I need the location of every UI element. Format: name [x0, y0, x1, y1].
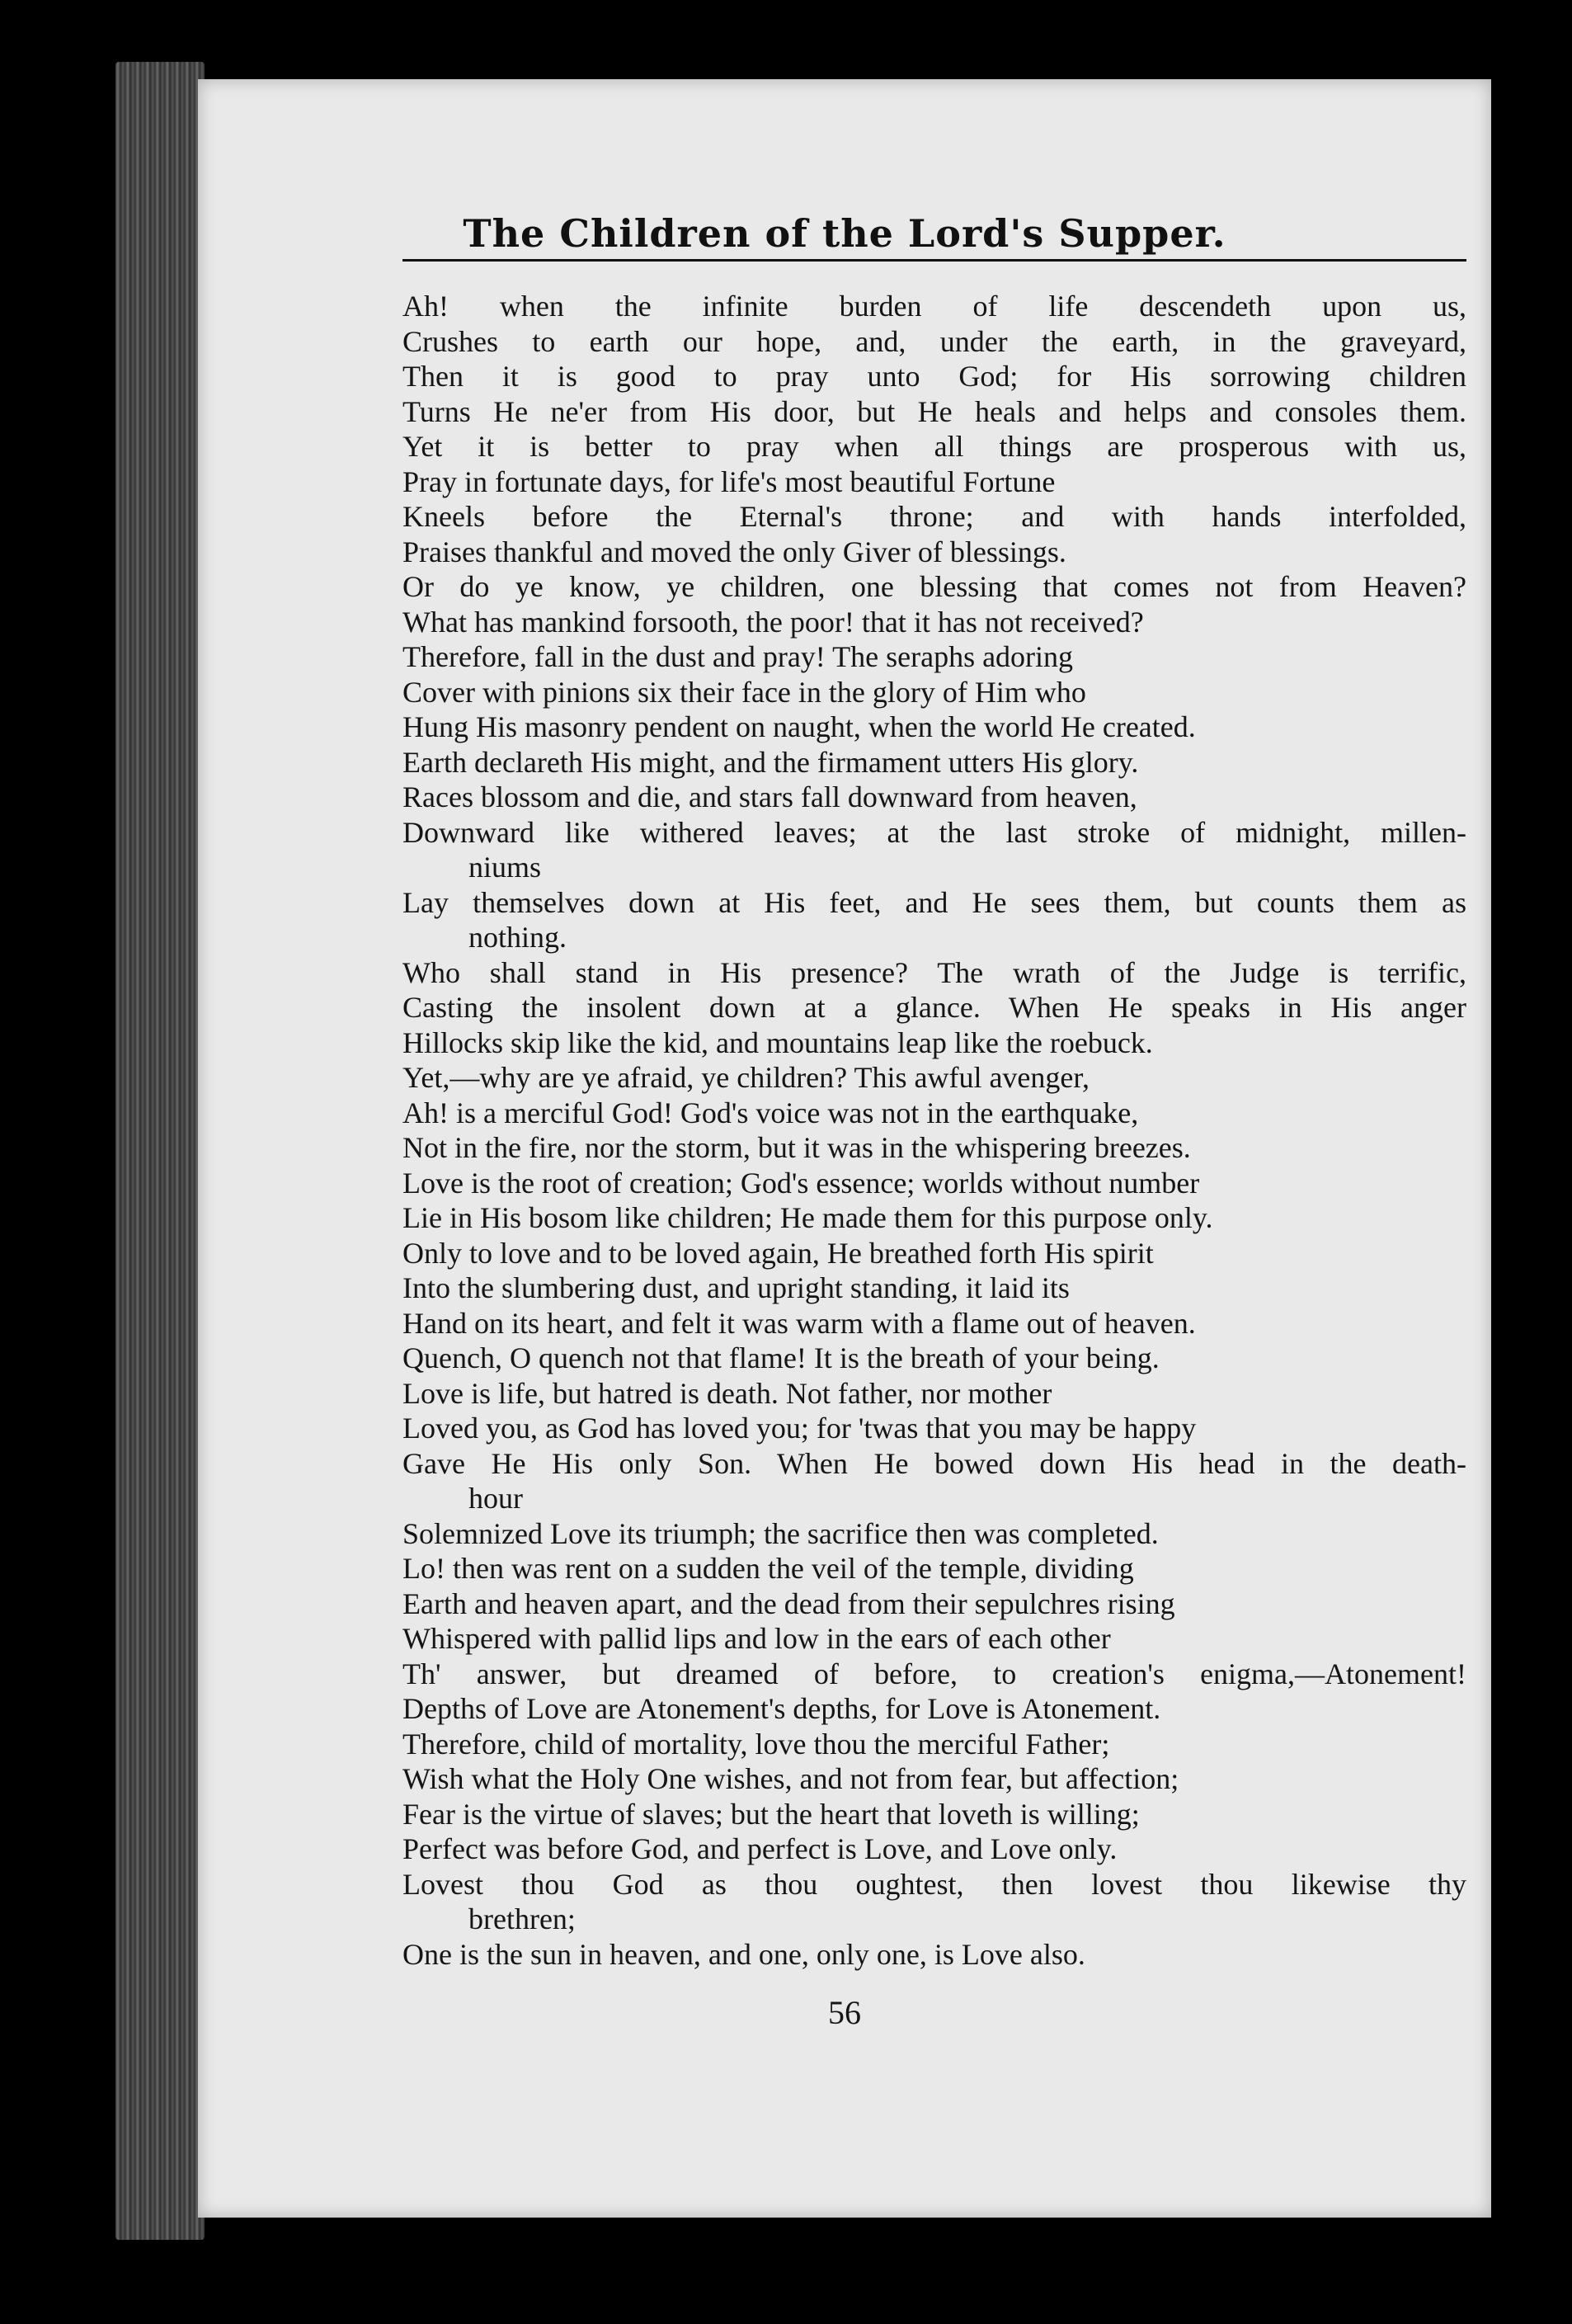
poem-line: One is the sun in heaven, and one, only one, is Love also. — [402, 1937, 1085, 1971]
poem-line: Loved you, as God has loved you; for 'twas that you may be happy — [402, 1412, 1197, 1445]
poem-line: Perfect was before God, and perfect is Love, and Love only. — [402, 1832, 1118, 1865]
poem-line: Wish what the Holy One wishes, and not from fear, but affection; — [402, 1762, 1179, 1795]
poem-line: Downward like withered leaves; at the last stroke of midnight, millen- — [402, 815, 1466, 849]
poem-line: Only to love and to be loved again, He breathed forth His spirit — [402, 1236, 1154, 1270]
book-page — [198, 79, 1491, 2218]
poem-line: Hillocks skip like the kid, and mountains leap like the roebuck. — [402, 1025, 1153, 1059]
poem-line: Into the slumbering dust, and upright standing, it laid its — [402, 1271, 1070, 1304]
poem-line: Depths of Love are Atonement's depths, for Love is Atonement. — [402, 1692, 1161, 1725]
poem-line: Therefore, fall in the dust and pray! The seraphs adoring — [402, 640, 1074, 673]
poem-line: Lovest thou God as thou oughtest, then lovest thou likewise thy — [402, 1867, 1466, 1901]
poem-line: Turns He ne'er from His door, but He heals and helps and consoles them. — [402, 394, 1466, 428]
poem-line-continuation: niums — [468, 851, 542, 884]
poem-line: Races blossom and die, and stars fall downward from heaven, — [402, 780, 1137, 813]
poem-line: Th' answer, but dreamed of before, to creation's enigma,—Atonement! — [402, 1657, 1466, 1690]
poem-line-continuation: hour — [468, 1482, 523, 1515]
poem-line: Or do ye know, ye children, one blessing that comes not from Heaven? — [402, 570, 1466, 603]
poem-line: Ah! is a merciful God! God's voice was not in the earthquake, — [402, 1096, 1139, 1129]
poem-text — [402, 289, 1466, 1972]
poem-line: Hand on its heart, and felt it was warm with a flame out of heaven. — [402, 1306, 1196, 1340]
header-rule — [402, 259, 1466, 262]
poem-line: Praises thankful and moved the only Giver of blessings. — [402, 535, 1066, 568]
poem-line: Earth declareth His might, and the firmament utters His glory. — [402, 745, 1139, 779]
poem-line: What has mankind forsooth, the poor! that it has not received? — [402, 605, 1144, 639]
poem-line: Who shall stand in His presence? The wrath of the Judge is terrific, — [402, 955, 1466, 989]
poem-line-continuation: brethren; — [468, 1902, 576, 1935]
poem-line: Not in the fire, nor the storm, but it was in the whispering breezes. — [402, 1131, 1191, 1164]
poem-line: Yet it is better to pray when all things are prosperous with us, — [402, 430, 1466, 463]
poem-line: Therefore, child of mortality, love thou the merciful Father; — [402, 1727, 1110, 1761]
poem-line: Lay themselves down at His feet, and He sees them, but counts them as — [402, 885, 1466, 919]
poem-line: Yet,—why are ye afraid, ye children? This awful avenger, — [402, 1061, 1090, 1094]
poem-line: Cover with pinions six their face in the glory of Him who — [402, 675, 1086, 709]
poem-line: Lie in His bosom like children; He made them for this purpose only. — [402, 1201, 1213, 1234]
poem-line: Hung His masonry pendent on naught, when the world He created. — [402, 710, 1196, 743]
poem-line: Love is life, but hatred is death. Not father, nor mother — [402, 1376, 1052, 1410]
page-number: 56 — [828, 1994, 861, 2031]
poem-line: Fear is the virtue of slaves; but the heart that loveth is willing; — [402, 1797, 1140, 1831]
poem-line: Pray in fortunate days, for life's most beautiful Fortune — [402, 464, 1056, 498]
poem-line: Love is the root of creation; God's essence; worlds without number — [402, 1166, 1200, 1200]
poem-line: Crushes to earth our hope, and, under the earth, in the graveyard, — [402, 324, 1466, 358]
poem-line: Earth and heaven apart, and the dead from their sepulchres rising — [402, 1586, 1175, 1620]
poem-line: Quench, O quench not that flame! It is the breath of your being. — [402, 1341, 1160, 1374]
poem-line: Then it is good to pray unto God; for His sorrowing children — [402, 360, 1466, 393]
book-cover-edge — [115, 62, 205, 2240]
poem-line: Kneels before the Eternal's throne; and with hands interfolded, — [402, 500, 1466, 533]
poem-line: Casting the insolent down at a glance. When He speaks in His anger — [402, 991, 1466, 1024]
poem-line: Ah! when the infinite burden of life descendeth upon us, — [402, 290, 1466, 323]
poem-line: Solemnized Love its triumph; the sacrifice then was completed. — [402, 1516, 1159, 1550]
poem-line: Gave He His only Son. When He bowed down His head in the death- — [402, 1446, 1466, 1480]
running-header: The Children of the Lord's Supper. — [463, 211, 1226, 256]
poem-line-continuation: nothing. — [468, 921, 567, 954]
poem-line: Lo! then was rent on a sudden the veil of the temple, dividing — [402, 1552, 1134, 1585]
poem-line: Whispered with pallid lips and low in the ears of each other — [402, 1622, 1111, 1655]
